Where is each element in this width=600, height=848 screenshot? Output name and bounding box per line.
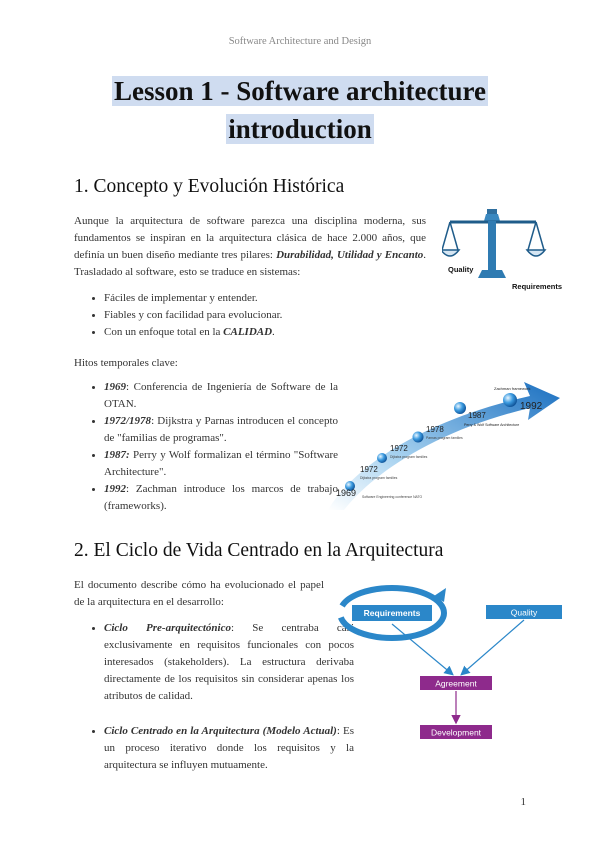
timeline-ball (377, 453, 387, 463)
development-label: Development (430, 727, 482, 738)
timeline-ball (413, 432, 424, 443)
timeline-ball (454, 402, 466, 414)
timeline-year: 1978 (426, 425, 444, 434)
timeline-year: 1987 (468, 411, 486, 420)
section-1-intro: Aunque la arquitectura de software parezca una disciplina moderna, sus fundamentos se inspiran en la arquitectura clásica de hace 2.000 años, que definía un buen diseño mediante tres pilares: Durabilidad, Utilidad y Encanto. Trasladado al software, esto se traduce en sistemas: (74, 215, 426, 278)
scale-label-requirements: Requirements (512, 282, 563, 291)
section-2-heading: 2. El Ciclo de Vida Centrado en la Arquitectura (74, 540, 444, 561)
timeline-caption: Parnas program families (426, 436, 463, 440)
timeline-ball (503, 393, 517, 407)
list-item: • 1987: Perry y Wolf formalizan el término "Software Architecture". (104, 447, 338, 481)
timeline-caption: Zachman framework (494, 386, 531, 391)
list-item: • Fáciles de implementar y entender. (104, 290, 384, 307)
list-item: • Fiables y con facilidad para evolucionar. (104, 307, 384, 324)
list-item: • Con un enfoque total en la CALIDAD. (104, 324, 384, 341)
scale-label-quality: Quality (448, 265, 474, 274)
list-item: • Ciclo Centrado en la Arquitectura (Modelo Actual): Es un proceso iterativo donde los requisitos y la arquitectura se influyen mutuamente. (104, 723, 354, 774)
list-item: • 1969: Conferencia de Ingeniería de Software de la OTAN. (104, 379, 338, 413)
timeline-caption: Software Engineering conference NATO (362, 495, 423, 499)
running-header: Software Architecture and Design (228, 36, 372, 47)
milestones-list (74, 379, 338, 515)
list-item: • Ciclo Pre-arquitectónico: Se centraba casi exclusivamente en requisitos funcionales con pocos interesados (stakeholders). La estructura derivaba directamente de los requisitos sin considerar apenas los atributos de calidad. (104, 620, 354, 705)
list-item: • 1992: Zachman introduce los marcos de trabajo (frameworks). (104, 481, 338, 515)
balance-scale-image (442, 206, 566, 296)
title-line-1: Lesson 1 - Software architecture (114, 76, 486, 106)
quality-to-agreement-arrow (462, 620, 524, 674)
section-2-intro: El documento describe cómo ha evolucionado el papel de la arquitectura en el desarrollo: (74, 579, 324, 608)
requirements-label: Requirements (363, 608, 421, 618)
timeline-year: 1972 (390, 444, 408, 453)
timeline-year: 1972 (360, 465, 378, 474)
timeline-year: 1969 (336, 488, 357, 498)
pillars-bold: Durabilidad, Utilidad y Encanto (276, 249, 424, 261)
agreement-label: Agreement (435, 678, 477, 689)
timeline-arrow-image (324, 374, 562, 512)
title-line-2: introduction (228, 114, 372, 144)
timeline-caption: Dijkstra program families (390, 455, 428, 459)
quality-label: Quality (510, 607, 538, 618)
requirements-quality-flow-diagram (334, 576, 566, 746)
timeline-caption: Dijkstra program families (360, 476, 398, 480)
lifecycle-list (74, 620, 354, 774)
section-1-heading: 1. Concepto y Evolución Histórica (74, 176, 345, 197)
list-item: • 1972/1978: Dijkstra y Parnas introducen el concepto de "familias de programas". (104, 413, 338, 447)
page-title (0, 72, 600, 148)
qualities-list (74, 290, 384, 341)
timeline-year: 1992 (520, 401, 543, 412)
milestones-label: Hitos temporales clave: (74, 357, 178, 369)
page-number: 1 (520, 796, 526, 808)
timeline-caption: Perry & Wolf Software Architecture (464, 423, 520, 427)
